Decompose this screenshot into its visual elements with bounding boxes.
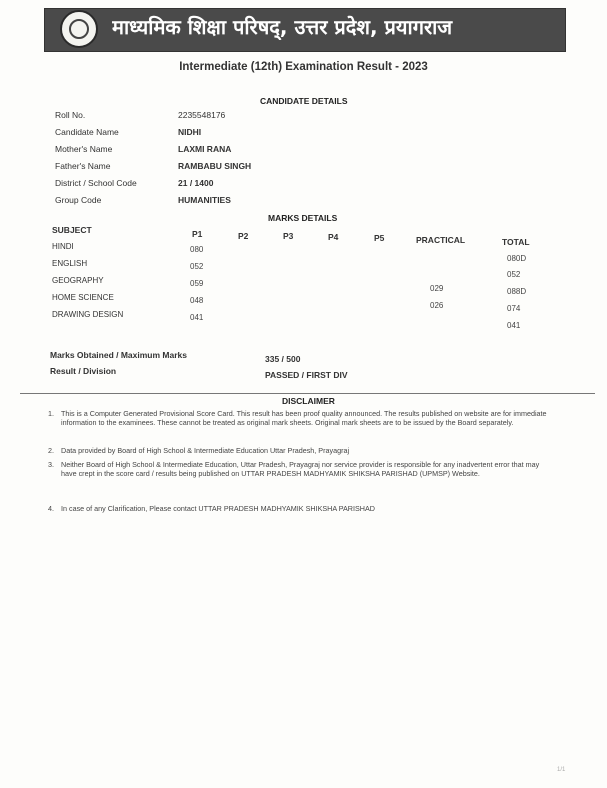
subject-name: HINDI xyxy=(52,242,74,251)
p1-marks: 059 xyxy=(190,279,204,288)
result-division-value: PASSED / FIRST DIV xyxy=(265,370,348,380)
p1-marks: 080 xyxy=(190,245,204,254)
p1-marks: 048 xyxy=(190,296,204,305)
disclaimer-item-number: 1. xyxy=(48,409,54,418)
marks-section-title: MARKS DETAILS xyxy=(268,213,338,223)
disclaimer-item xyxy=(48,460,548,478)
subject-header: SUBJECT xyxy=(52,225,92,235)
group-code-value: HUMANITIES xyxy=(178,195,231,205)
disclaimer-item-text: In case of any Clarification, Please contact UTTAR PRADESH MADHYAMIK SHIKSHA PARISHAD xyxy=(61,504,375,513)
p4-header: P4 xyxy=(328,232,339,242)
practical-marks: 029 xyxy=(430,284,444,293)
mother-name-label: Mother's Name xyxy=(55,144,113,154)
p1-marks: 052 xyxy=(190,262,204,271)
father-name-label: Father's Name xyxy=(55,161,111,171)
marks-obtained-value: 335 / 500 xyxy=(265,354,301,364)
subject-name: GEOGRAPHY xyxy=(52,276,104,285)
marks-obtained-label: Marks Obtained / Maximum Marks xyxy=(50,350,187,360)
disclaimer-title: DISCLAIMER xyxy=(282,396,335,406)
roll-no-label: Roll No. xyxy=(55,110,86,120)
p5-header: P5 xyxy=(374,233,385,243)
disclaimer-item-text: Neither Board of High School & Intermediate Education, Uttar Pradesh, Prayagraj nor service provider is responsible for any inadvertent error that may have crept in the score card / results being published on UTTAR PRADESH MADHYAMIK SHIKSHA PARISHAD (UPMSP) Website. xyxy=(61,460,540,478)
district-school-code-label: District / School Code xyxy=(55,178,137,188)
candidate-name-label: Candidate Name xyxy=(55,127,119,137)
exam-title: Intermediate (12th) Examination Result - 2023 xyxy=(179,61,428,73)
disclaimer-item-text: Data provided by Board of High School & Intermediate Education Uttar Pradesh, Prayagraj xyxy=(61,446,350,455)
candidate-name-value: NIDHI xyxy=(178,127,202,137)
roll-no-value: 2235548176 xyxy=(178,110,226,120)
disclaimer-item xyxy=(48,504,548,513)
p2-header: P2 xyxy=(238,231,249,241)
mother-name-value: LAXMI RANA xyxy=(178,144,232,154)
p1-header: P1 xyxy=(192,229,203,239)
total-marks: 074 xyxy=(507,304,521,313)
group-code-label: Group Code xyxy=(55,195,102,205)
disclaimer-item xyxy=(48,409,548,427)
divider xyxy=(20,393,595,394)
district-school-code-value: 21 / 1400 xyxy=(178,178,214,188)
father-name-value: RAMBABU SINGH xyxy=(178,161,252,171)
p3-header: P3 xyxy=(283,231,294,241)
board-emblem-icon xyxy=(60,10,98,48)
total-header: TOTAL xyxy=(502,237,530,247)
practical-marks: 026 xyxy=(430,301,444,310)
disclaimer-item-text: This is a Computer Generated Provisional Score Card. This result has been proof quality announced. The results published on website are for immediate information to the examinees. These cannot be treated as original mark sheets. Original mark sheets are to be issued by the Board separately. xyxy=(61,409,547,427)
p1-marks: 041 xyxy=(190,313,204,322)
disclaimer-item-number: 3. xyxy=(48,460,54,469)
page-marker: 1/1 xyxy=(557,767,566,773)
result-division-label: Result / Division xyxy=(50,366,117,376)
total-marks: 041 xyxy=(507,321,521,330)
practical-header: PRACTICAL xyxy=(416,235,466,245)
disclaimer-item-number: 2. xyxy=(48,446,54,455)
candidate-section-title: CANDIDATE DETAILS xyxy=(260,96,348,106)
subject-name: DRAWING DESIGN xyxy=(52,310,124,319)
total-marks: 052 xyxy=(507,270,521,279)
total-marks: 080D xyxy=(507,254,527,263)
board-name: माध्यमिक शिक्षा परिषद्, उत्तर प्रदेश, प्रयागराज xyxy=(112,15,453,39)
total-marks: 088D xyxy=(507,287,527,296)
disclaimer-item-number: 4. xyxy=(48,504,54,513)
disclaimer-item xyxy=(48,446,548,455)
subject-name: ENGLISH xyxy=(52,259,88,268)
subject-name: HOME SCIENCE xyxy=(52,293,114,302)
